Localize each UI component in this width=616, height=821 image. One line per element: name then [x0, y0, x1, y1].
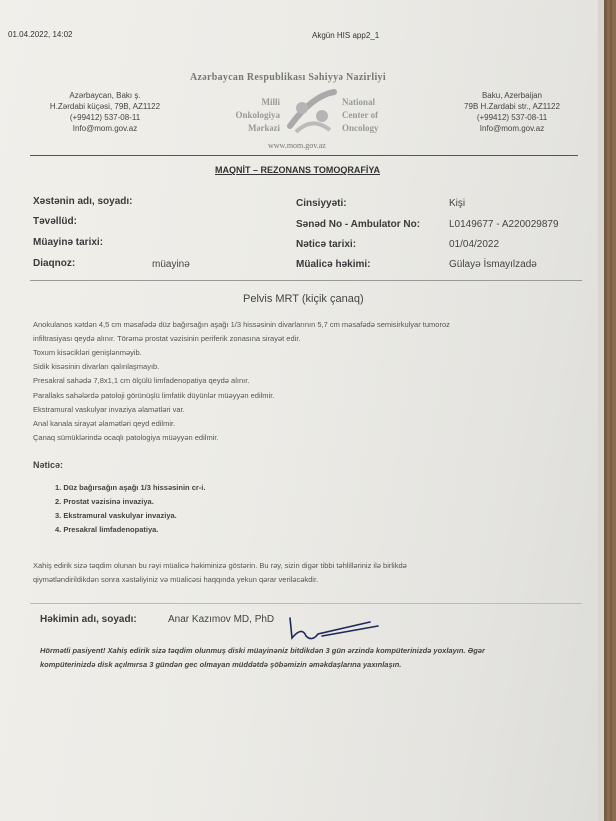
finding-line: Parallaks sahələrdə patoloji görünüşlü limfatik düyünlər müəyyən edilmir. [33, 391, 275, 400]
diagnosis-value: müayinə [152, 259, 190, 270]
doc-no-label: Sənəd No - Ambulator No: [296, 219, 421, 230]
logo-right-line: Oncology [342, 123, 379, 133]
logo-text-right [342, 96, 379, 135]
physician-label: Həkimin adı, soyadı: [40, 614, 137, 625]
logo-left-line: Milli [261, 97, 280, 107]
gender-label: Cinsiyyəti: [296, 198, 347, 209]
finding-line: Çanaq sümüklərində ocaqlı patologiya müəyyən edilmir. [33, 433, 219, 442]
right-address-line: Info@mom.gov.az [479, 124, 545, 133]
right-address-line: Baku, Azerbaijan [481, 91, 543, 100]
conclusion-title: Nəticə: [33, 460, 64, 470]
result-date-value: 01/04/2022 [449, 239, 500, 250]
right-address [452, 90, 572, 134]
notice-line: kompüterinizdə disk açılmırsa 3 gündən gec olmayan müddətdə şöbəmizin əməkdaşlarına yaxınlaşın. [40, 660, 402, 669]
header-divider [30, 155, 578, 156]
request-line: qiymətləndirildikdən sonra xəstəliyiniz və müalicəsi haqqında yekun qərar veriləcəkdir. [33, 575, 319, 584]
notice-line: Hörmətli pasiyent! Xahiş edirik sizə təqdim olunmuş diski müayinəniz bitdikdən 3 gün ərzində kompüterinizdə yoxlayın. Əgər [40, 646, 485, 655]
left-address-line: H.Zərdabi küçəsi, 79B, AZ1122 [49, 102, 161, 111]
right-address-line: 79B H.Zardabi str., AZ1122 [464, 102, 560, 111]
right-address-line: (+99412) 537-08-11 [476, 113, 548, 122]
app-label: Akgün HIS app2_1 [312, 31, 380, 40]
section-title: Pelvis MRT (kiçik çanaq) [243, 293, 364, 305]
left-address-line: Info@mom.gov.az [72, 124, 138, 133]
gender-value: Kişi [449, 198, 466, 209]
left-address [40, 90, 170, 134]
logo-right-line: National [342, 97, 376, 107]
finding-line: Sidik kisəsinin divarları qalınlaşmayıb. [33, 362, 160, 371]
left-address-line: Azərbaycan, Bakı ş. [69, 91, 141, 100]
conclusion-item: 1. Düz bağırsağın aşağı 1/3 hissəsinin cr-i. [55, 483, 206, 492]
doctor-value: Gülayə İsmayılzadə [449, 259, 537, 270]
finding-line: Anokulanos xətdən 4,5 cm məsafədə düz bağırsağın aşağı 1/3 hissəsinin divarlarının 5,7 cm məsafədə semisirkulyar tumoroz [33, 320, 450, 329]
conclusion-item: 4. Presakral limfadenopatiya. [55, 525, 159, 534]
finding-line: Toxum kisəcikləri genişlənməyib. [33, 348, 142, 357]
signature-icon [282, 612, 382, 642]
finding-line: Anal kanala sirayət əlamətləri qeyd edilmir. [33, 419, 176, 428]
logo-text-left [232, 96, 280, 135]
result-date-label: Nəticə tarixi: [296, 239, 357, 250]
print-timestamp: 01.04.2022, 14:02 [8, 30, 73, 39]
document-title: MAQNİT – REZONANS TOMOQRAFİYA [215, 165, 381, 175]
finding-line: infiltrasiyası qeydə alınır. Törəmə prostat vəzisinin periferik zonasına sirayət edir. [33, 334, 301, 343]
patient-name-label: Xəstənin adı, soyadı: [33, 196, 133, 207]
diagnosis-label: Diaqnoz: [33, 258, 76, 269]
dob-label: Təvəllüd: [33, 216, 77, 227]
exam-date-label: Müayinə tarixi: [33, 237, 104, 248]
doctor-label: Müalicə həkimi: [296, 259, 371, 270]
finding-line: Ekstramural vaskulyar invaziya əlamətləri var. [33, 405, 185, 414]
ministry-title: Azərbaycan Respublikası Səhiyyə Nazirliyi [190, 72, 386, 83]
finding-line: Presakral sahədə 7,8x1,1 cm ölçülü limfadenopatiya qeydə alınır. [33, 376, 250, 385]
oncology-center-logo-icon [282, 86, 342, 138]
logo-left-line: Mərkəzi [248, 123, 280, 133]
paper-edge [598, 0, 604, 821]
website: www.mom.gov.az [268, 141, 326, 150]
logo-left-line: Onkologiya [235, 110, 280, 120]
request-line: Xahiş edirik sizə təqdim olunan bu rəyi müalicə həkiminizə göstərin. Bu rəy, sizin digər tibbi təhlilləriniz ilə birlikdə [33, 561, 407, 570]
conclusion-item: 2. Prostat vəzisinə invaziya. [55, 497, 154, 506]
info-divider [30, 280, 582, 281]
doc-no-value: L0149677 - A220029879 [449, 219, 559, 230]
physician-value: Anar Kazımov MD, PhD [168, 614, 275, 625]
request-divider [30, 603, 582, 604]
left-address-line: (+99412) 537-08-11 [69, 113, 141, 122]
conclusion-item: 3. Ekstramural vaskulyar invaziya. [55, 511, 177, 520]
logo-right-line: Center of [342, 110, 379, 120]
